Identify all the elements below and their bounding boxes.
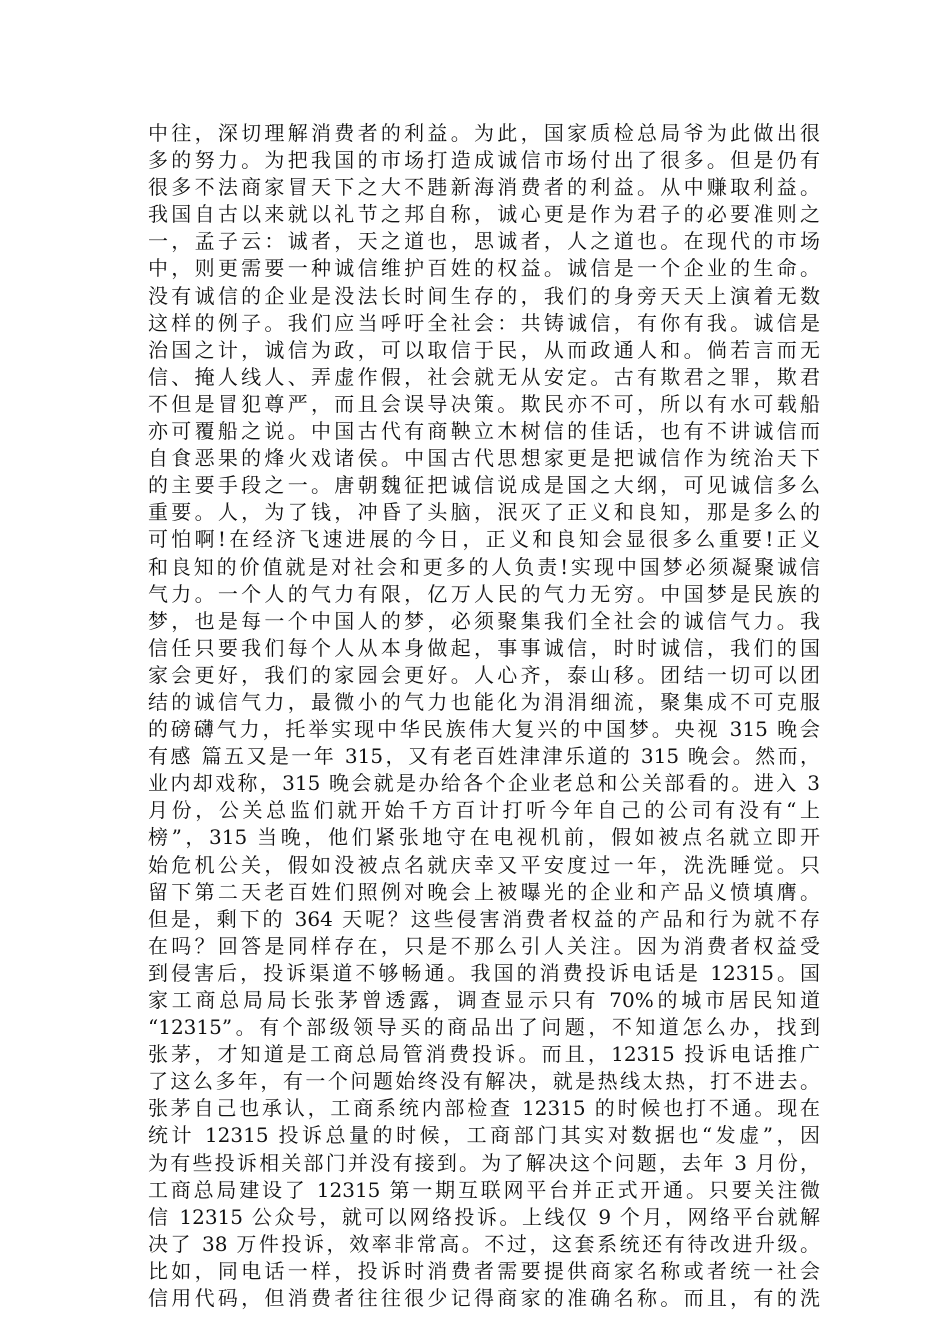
text-line: 统计 12315 投诉总量的时候，工商部门其实对数据也“发虚”，因 xyxy=(148,1123,820,1148)
text-line: 自食恶果的烽火戏诸侯。中国古代思想家更是把诚信作为统治天下 xyxy=(148,446,820,471)
text-line: 信用代码，但消费者往往很少记得商家的准确名称。而且，有的洗 xyxy=(148,1286,820,1311)
text-line: 很多不法商家冒天下之大不韪新海消费者的利益。从中赚取利益。 xyxy=(148,175,820,200)
body-text xyxy=(148,120,820,1312)
text-line: 始危机公关，假如没被点名就庆幸又平安度过一年，洗洗睡觉。只 xyxy=(148,852,820,877)
text-line: 可怕啊!在经济飞速进展的今日，正义和良知会显很多么重要!正义 xyxy=(148,527,820,552)
text-line: 榜”，315 当晚，他们紧张地守在电视机前，假如被点名就立即开 xyxy=(148,825,820,850)
text-line: “12315”。有个部级领导买的商品出了问题，不知道怎么办，找到 xyxy=(148,1015,820,1040)
text-line: 结的诚信气力，最微小的气力也能化为涓涓细流，聚集成不可克服 xyxy=(148,689,820,714)
text-line: 亦可覆船之说。中国古代有商鞅立木树信的佳话，也有不讲诚信而 xyxy=(148,419,820,444)
text-line: 梦，也是每一个中国人的梦，必须聚集我们全社会的诚信气力。我 xyxy=(148,608,820,633)
text-line: 张茅，才知道是工商总局管消费投诉。而且，12315 投诉电话推广 xyxy=(148,1042,820,1067)
text-line: 比如，同电话一样，投诉时消费者需要提供商家名称或者统一社会 xyxy=(148,1258,820,1283)
text-line: 决了 38 万件投诉，效率非常高。不过，这套系统还有待改进升级。 xyxy=(148,1231,820,1256)
text-line: 业内却戏称，315 晚会就是办给各个企业老总和公关部看的。进入 3 xyxy=(148,771,820,796)
text-line: 有感 篇五又是一年 315，又有老百姓津津乐道的 315 晚会。然而， xyxy=(148,744,820,769)
text-line: 但是，剩下的 364 天呢？这些侵害消费者权益的产品和行为就不存 xyxy=(148,906,820,931)
text-line: 在吗？回答是同样存在，只是不那么引人关注。因为消费者权益受 xyxy=(148,933,820,958)
text-line: 一，孟子云：诚者，天之道也，思诚者，人之道也。在现代的市场 xyxy=(148,229,820,254)
text-line: 的主要手段之一。唐朝魏征把诚信说成是国之大纲，可见诚信多么 xyxy=(148,473,820,498)
text-line: 了这么多年，有一个问题始终没有解决，就是热线太热，打不进去。 xyxy=(148,1069,820,1094)
text-line: 我国自古以来就以礼节之邦自称，诚心更是作为君子的必要准则之 xyxy=(148,202,820,227)
text-line: 气力。一个人的气力有限，亿万人民的气力无穷。中国梦是民族的 xyxy=(148,581,820,606)
text-line: 治国之计，诚信为政，可以取信于民，从而政通人和。倘若言而无 xyxy=(148,337,820,362)
text-line: 信、掩人线人、弄虚作假，社会就无从安定。古有欺君之罪，欺君 xyxy=(148,364,820,389)
text-line: 中，则更需要一种诚信维护百姓的权益。诚信是一个企业的生命。 xyxy=(148,256,820,281)
text-line: 的磅礴气力，托举实现中华民族伟大复兴的中国梦。央视 315 晚会 xyxy=(148,717,820,742)
text-line: 信任只要我们每个人从本身做起，事事诚信，时时诚信，我们的国 xyxy=(148,635,820,660)
text-line: 家会更好，我们的家园会更好。人心齐，泰山移。团结一切可以团 xyxy=(148,662,820,687)
text-line: 中往，深切理解消费者的利益。为此，国家质检总局爷为此做出很 xyxy=(148,121,820,145)
text-line: 月份，公关总监们就开始千方百计打听今年自己的公司有没有“上 xyxy=(148,798,820,823)
text-line: 多的努力。为把我国的市场打造成诚信市场付出了很多。但是仍有 xyxy=(148,148,820,173)
text-line: 重要。人，为了钱，冲昏了头脑，泯灭了正义和良知，那是多么的 xyxy=(148,500,820,525)
text-line: 这样的例子。我们应当呼吁全社会：共铸诚信，有你有我。诚信是 xyxy=(148,310,820,335)
text-line: 和良知的价值就是对社会和更多的人负责!实现中国梦必须凝聚诚信 xyxy=(148,554,820,579)
text-line: 家工商总局局长张茅曾透露，调查显示只有 70%的城市居民知道 xyxy=(148,988,820,1012)
text-line: 张茅自己也承认，工商系统内部检查 12315 的时候也打不通。现在 xyxy=(148,1096,820,1121)
text-line: 不但是冒犯尊严，而且会误导决策。欺民亦不可，所以有水可载船 xyxy=(148,391,820,416)
text-line: 到侵害后，投诉渠道不够畅通。我国的消费投诉电话是 12315。国 xyxy=(148,960,820,985)
text-line: 工商总局建设了 12315 第一期互联网平台并正式开通。只要关注微 xyxy=(148,1177,820,1202)
text-line: 留下第二天老百姓们照例对晚会上被曝光的企业和产品义愤填膺。 xyxy=(148,879,820,904)
text-line: 信 12315 公众号，就可以网络投诉。上线仅 9 个月，网络平台就解 xyxy=(148,1204,820,1229)
text-line: 为有些投诉相关部门并没有接到。为了解决这个问题，去年 3 月份， xyxy=(148,1150,820,1175)
text-line: 没有诚信的企业是没法长时间生存的，我们的身旁天天上演着无数 xyxy=(148,283,820,308)
